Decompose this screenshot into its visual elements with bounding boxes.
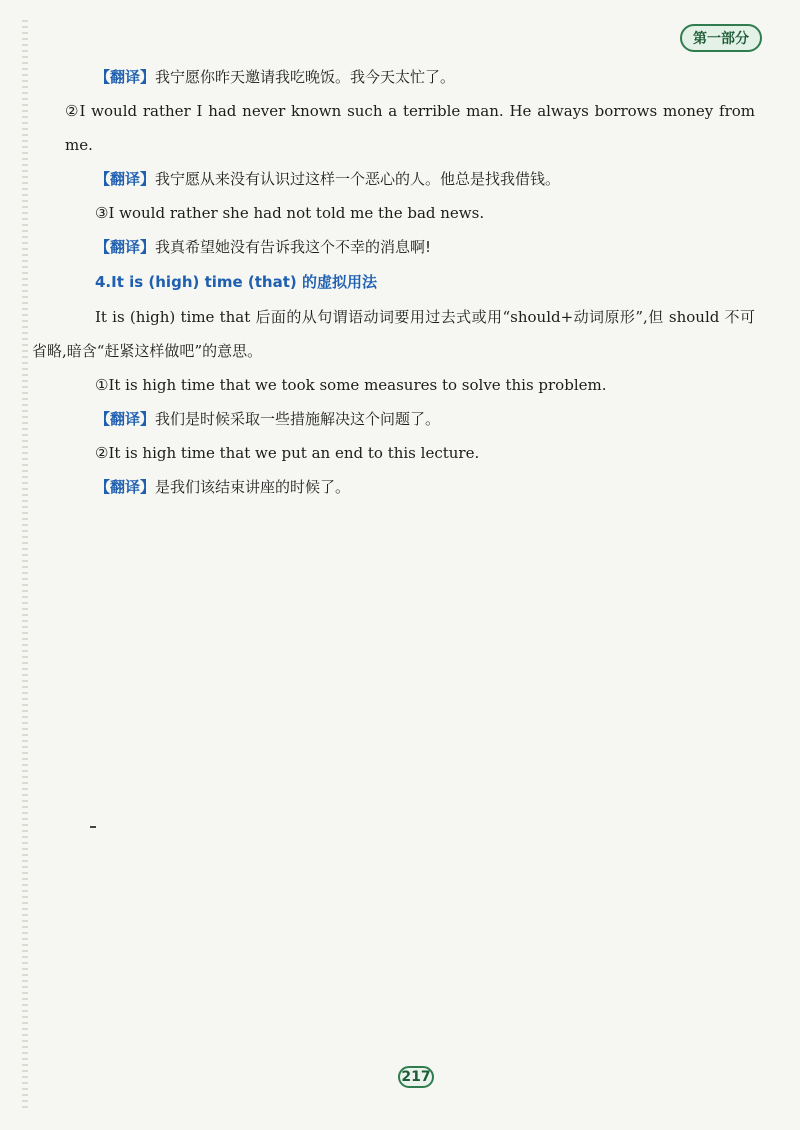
translation-text: 我真希望她没有告诉我这个不幸的消息啊!	[155, 238, 432, 256]
translation-tag: 【翻译】	[95, 478, 156, 496]
translation-tag: 【翻译】	[95, 238, 156, 256]
part-label-badge: 第一部分	[680, 24, 762, 52]
translation-text: 我们是时候采取一些措施解决这个问题了。	[155, 410, 441, 428]
translation-tag: 【翻译】	[95, 170, 156, 188]
translation-line	[95, 162, 755, 196]
example-sentence: ①It is high time that we took some measures to solve this problem.	[95, 376, 607, 394]
body-paragraph: It is (high) time that 后面的从句谓语动词要用过去式或用“should+动词原形”,但 should 不可省略,暗含“赶紧这样做吧”的意思。	[32, 308, 755, 360]
example-sentence: ②I would rather I had never known such a terrible man. He always borrows money from me.	[65, 102, 755, 154]
stray-mark	[90, 826, 96, 828]
translation-line	[95, 60, 755, 94]
translation-line	[95, 470, 755, 504]
page-content	[32, 60, 755, 504]
example-sentence: ③I would rather she had not told me the bad news.	[95, 204, 485, 222]
translation-line	[95, 402, 755, 436]
translation-tag: 【翻译】	[95, 410, 156, 428]
translation-text: 我宁愿你昨天邀请我吃晚饭。我今天太忙了。	[155, 68, 456, 86]
translation-text: 是我们该结束讲座的时候了。	[155, 478, 351, 496]
translation-line	[95, 230, 755, 264]
page-number: 217	[398, 1066, 434, 1088]
translation-tag: 【翻译】	[95, 68, 156, 86]
section-heading: 4.It is (high) time (that) 的虚拟用法	[95, 273, 377, 291]
example-sentence: ②It is high time that we put an end to this lecture.	[95, 444, 480, 462]
translation-text: 我宁愿从来没有认识过这样一个恶心的人。他总是找我借钱。	[155, 170, 561, 188]
binding-edge	[22, 20, 28, 1110]
